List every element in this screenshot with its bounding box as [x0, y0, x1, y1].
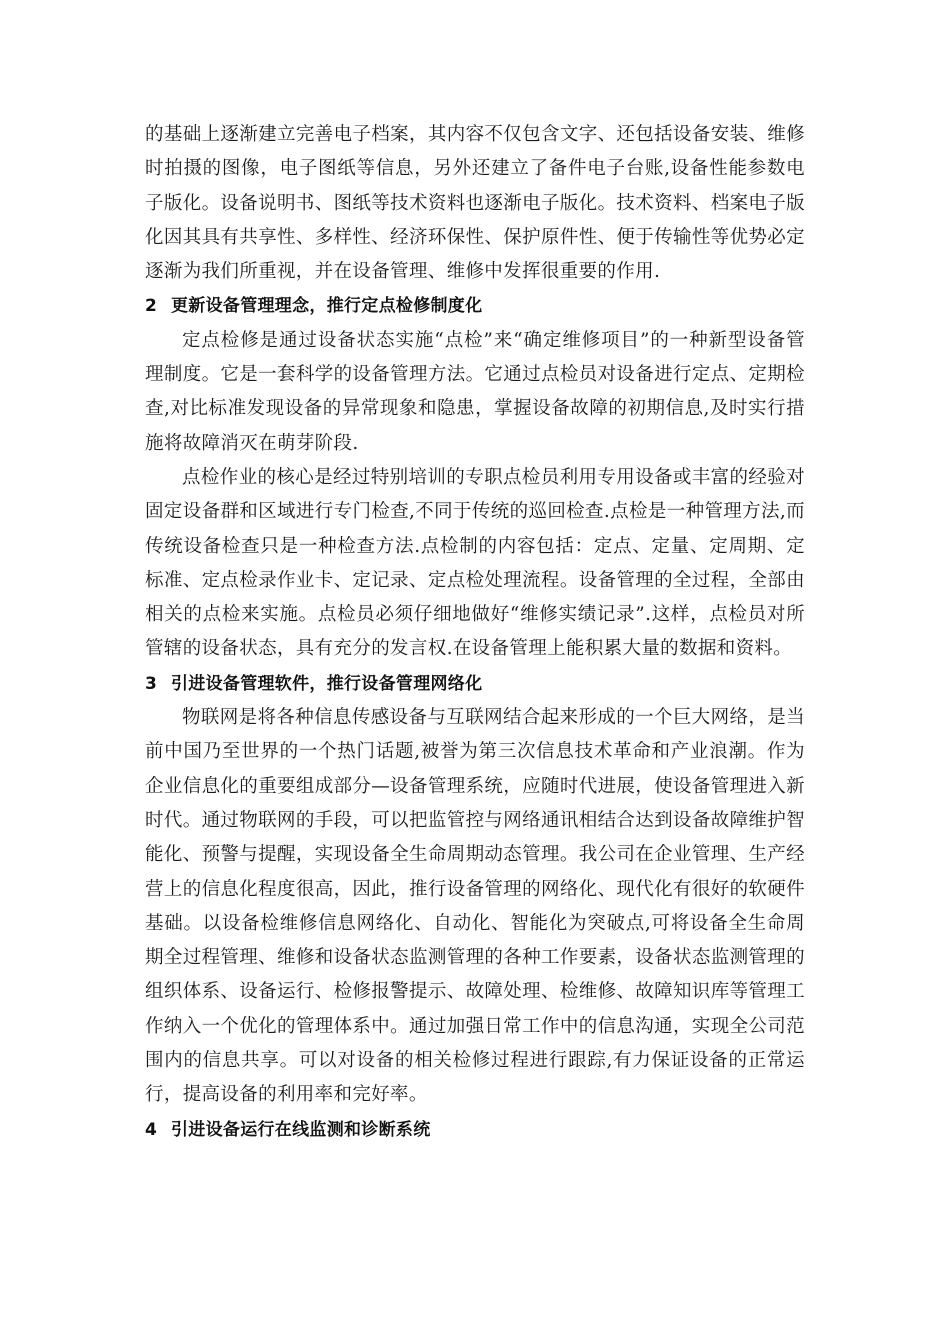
section-title: 引进设备运行在线监测和诊断系统 [171, 1119, 431, 1140]
section-heading-3 [145, 667, 805, 701]
paragraph-archives-digitization: 的基础上逐渐建立完善电子档案，其内容不仅包含文字、还包括设备安装、维修时拍摄的图像，电子图纸等信息，另外还建立了备件电子台账,设备性能参数电子版化。设备说明书、图纸等技术资料也逐渐电子版化。技术资料、档案电子版化因其具有共享性、多样性、经济环保性、保护原件性、便于传输性等优势必定逐渐为我们所重视，并在设备管理、维修中发挥很重要的作用. [145, 124, 805, 283]
paragraph-internet-of-things: 物联网是将各种信息传感设备与互联网结合起来形成的一个巨大网络，是当前中国乃至世界的一个热门话题,被誉为第三次信息技术革命和产业浪潮。作为企业信息化的重要组成部分—设备管理系统，应随时代进展，使设备管理进入新时代。通过物联网的手段，可以把监管控与网络通讯相结合达到设备故障维护智能化、预警与提醒，实现设备全生命周期动态管理。我公司在企业管理、生产经营上的信息化程度很高，因此，推行设备管理的网络化、现代化有很好的软硬件基础。以设备检维修信息网络化、自动化、智能化为突破点,可将设备全生命周期全过程管理、维修和设备状态监测管理的各种工作要素，设备状态监测管理的组织体系、设备运行、检修报警提示、故障处理、检维修、故障知识库等管理工作纳入一个优化的管理体系中。通过加强日常工作中的信息沟通，实现全公司范围内的信息共享。可以对设备的相关检修过程进行跟踪,有力保证设备的正常运行，提高设备的利用率和完好率。 [145, 707, 805, 1106]
paragraph-spot-inspection: 点检作业的核心是经过特别培训的专职点检员利用专用设备或丰富的经验对固定设备群和区域进行专门检查,不同于传统的巡回检查.点检是一种管理方法,而传统设备检查只是一种检查方法.点检制的内容包括：定点、定量、定周期、定标准、定点检录作业卡、定记录、定点检处理流程。设备管理的全过程，全部由相关的点检来实施。点检员必须仔细地做好“维修实绩记录”.这样，点检员对所管辖的设备状态，具有充分的发言权.在设备管理上能积累大量的数据和资料。 [145, 466, 805, 660]
section-number: 3 [145, 673, 158, 694]
section-title: 引进设备管理软件，推行设备管理网络化 [171, 673, 483, 694]
section-heading-4 [145, 1113, 805, 1147]
section-number: 2 [145, 296, 158, 317]
paragraph-fixed-point-maintenance: 定点检修是通过设备状态实施“点检”来“确定维修项目”的一种新型设备管理制度。它是一套科学的设备管理方法。它通过点检员对设备进行定点、定期检查,对比标准发现设备的异常现象和隐患，掌握设备故障的初期信息,及时实行措施将故障消灭在萌芽阶段. [145, 329, 805, 454]
document-page [145, 118, 805, 1147]
section-number: 4 [145, 1119, 158, 1140]
section-heading-2 [145, 289, 805, 323]
section-title: 更新设备管理理念，推行定点检修制度化 [171, 296, 483, 317]
